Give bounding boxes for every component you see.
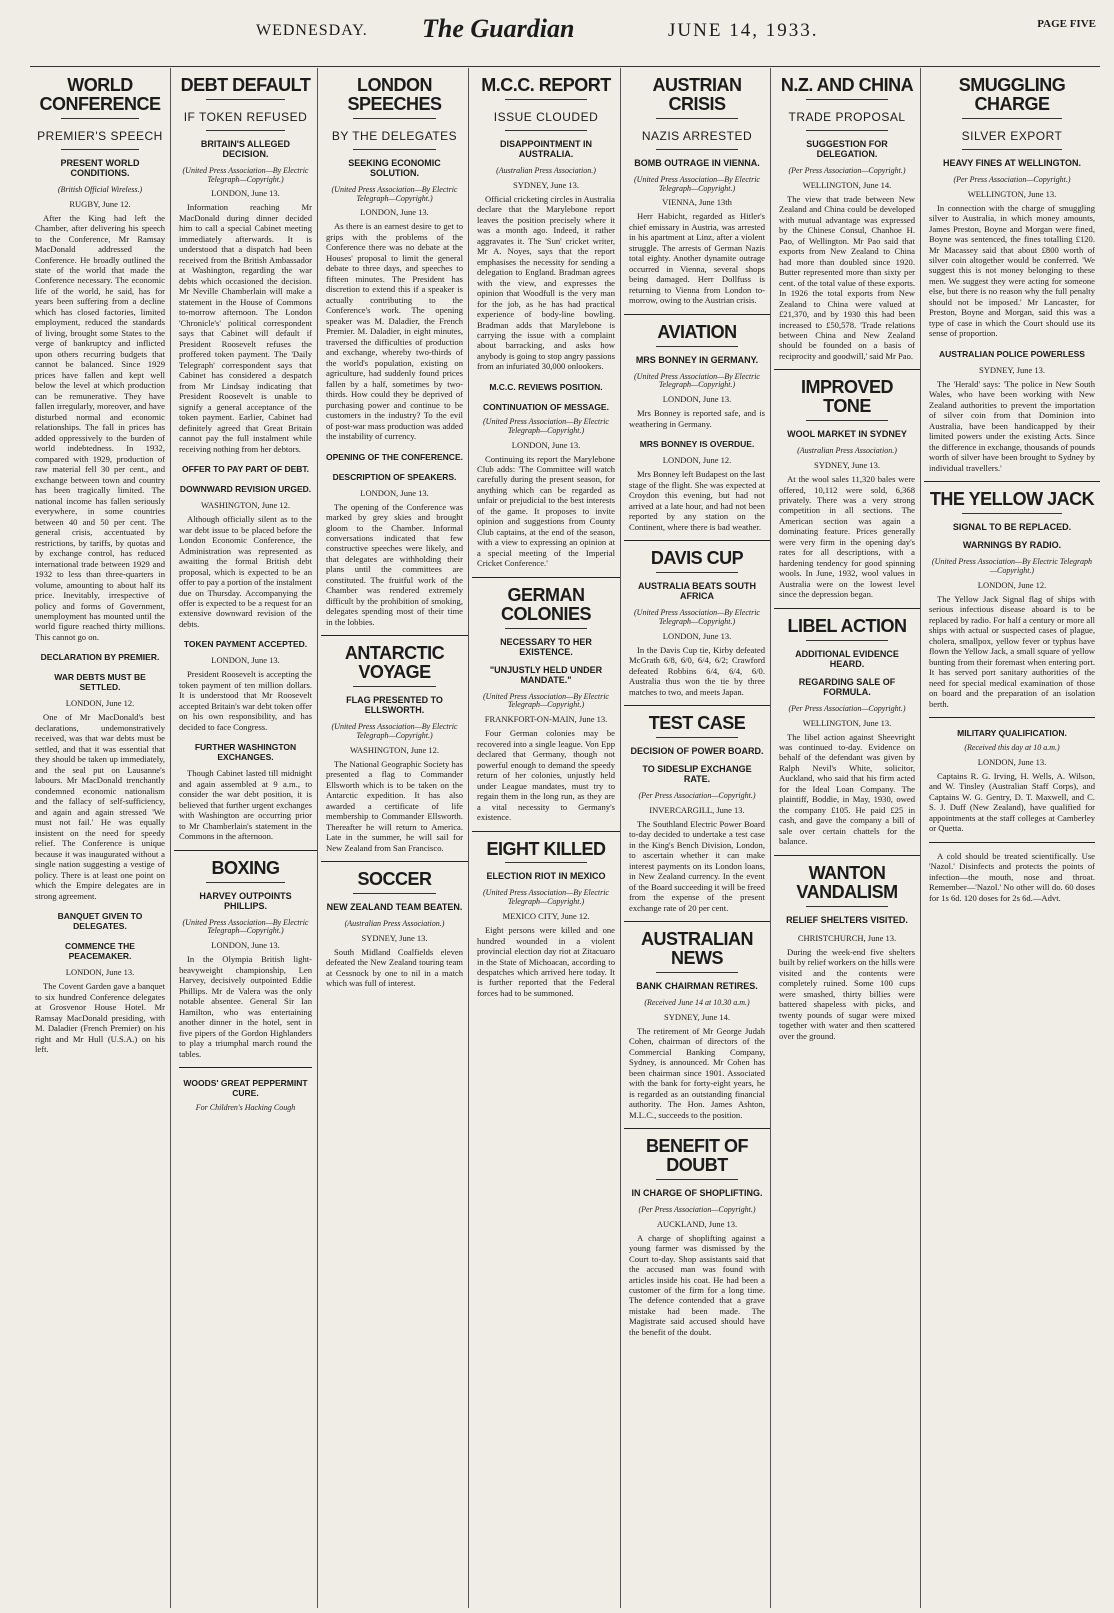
dateline: AUCKLAND, June 13.: [656, 1218, 738, 1229]
article-body: After the King had left the Chamber, after delivering his speech to the Conference, Mr Ramsay MacDonald addressed the Conference. He broadly outlined the state of the world that made the Conference necessary. The economic life of the world, he said, has for years been suffering from a decline which has closed factories, limited employment, reduced the standards of living, brought some States to the verge of bankruptcy and inflicted upon others recurring budgets that cannot be balanced. Since 1929 prices have fallen and kept well below the level at which production can be remunerative. They have fallen irregularly, moreover, and have disturbed normal and economic relationships. The fall in prices has added oppressively to the burden of world indebtedness. In 1932, compared with 1929, production of raw material fell 30 per cent., and exchange between town and country has been tragically limited. The national income has fallen seriously everywhere, in some countries between 40 and 50 per cent. The general crisis, accentuated by restrictions, by tariffs, by quotas and by exchange control, has reduced international trade between 1929 and 1932 to less than three-quarters in volume, amounting to about half its price. Inevitably, irrespective of policy and forms of Government, unemployment has mounted until the world figure reached thirty millions. This cannot go on.: [35, 212, 165, 642]
divider: [206, 99, 286, 100]
dateline: LONDON, June 12.: [977, 579, 1047, 590]
headline: EIGHT KILLED: [486, 838, 606, 859]
article-body: During the week-end five shelters built by relief workers on the hills were visited and the contents were completely ruined. Some 100 cups were smashed, thirty billies were battered shapeless with picks, and twenty pounds of sugar were mixed together with water and then scattered over the ground.: [779, 946, 915, 1041]
headline: WANTON VANDALISM: [796, 862, 898, 902]
divider: [806, 130, 888, 131]
column-4: [472, 68, 621, 1608]
subheadline: RELIEF SHELTERS VISITED.: [786, 914, 908, 925]
divider: [505, 628, 588, 629]
divider: [806, 640, 888, 641]
newspaper-columns: [30, 68, 1102, 1608]
column-1: [30, 68, 171, 1608]
headline: M.C.C. REPORT: [481, 75, 611, 95]
headline: LIBEL ACTION: [787, 615, 907, 636]
wire-source: (United Press Association—By Electric Telegraph—Copyright.): [634, 174, 760, 193]
article-body: In connection with the charge of smuggling silver to Australia, in which money amounts, James Preston, Boyne and Morgan were fined, Boyne was sentenced, the fines totalling £120. Mr Macassey said that about £800 worth of silver coin altogether would be conferred. 'We suggest this is not money belonging to these men. We suggest they were acting for someone else, but there is no reason why the full penalty should not be imposed.' Mr Lancaster, for Preston, Boyne and Morgan, said this was a type of case in which the Court should use its sense of proportion.: [929, 202, 1095, 339]
wire-source: (Australian Press Association.): [344, 918, 445, 928]
dateline: FRANKFORT-ON-MAIN, June 13.: [484, 714, 608, 725]
article-benefit-of-doubt: [629, 1137, 765, 1337]
headline: TEST CASE: [648, 713, 746, 733]
article-davis-cup: [629, 549, 765, 697]
article-test-case: [629, 714, 765, 913]
wire-source: (Per Press Association—Copyright.): [788, 165, 906, 175]
article-separator: [321, 861, 468, 862]
headline: N.Z. AND CHINA: [780, 75, 914, 95]
subheadline-secondary: WARNINGS BY RADIO.: [962, 540, 1062, 551]
section-heading: FURTHER WASHINGTON EXCHANGES.: [194, 742, 297, 763]
section-heading: TOKEN PAYMENT ACCEPTED.: [183, 639, 308, 650]
article-body: The libel action against Sheevright was continued to-day. Evidence on behalf of the defendant was given by Ralph Nevil's White, solicitor, Auckland, who said that his firm acted for the Ideal Loan Company. The plaintiff, Boddie, in May, 1930, owed the company £105. He paid £25 in cash, and gave the company a bill of sale over certain chattels for the balance.: [779, 731, 915, 847]
article-separator: [174, 850, 317, 851]
headline: AVIATION: [657, 321, 737, 342]
subheadline: NECESSARY TO HER EXISTENCE.: [500, 636, 592, 657]
headline: SOCCER: [357, 869, 432, 890]
column-5: [624, 68, 771, 1608]
subheadline: IF TOKEN REFUSED: [183, 109, 308, 124]
dateline: SYDNEY, June 14.: [664, 1011, 730, 1022]
article-body: Mrs Bonney is reported safe, and is weathering in Germany.: [629, 408, 765, 429]
subheadline: MRS BONNEY IN GERMANY.: [635, 354, 759, 365]
subheadline: AUSTRALIA BEATS SOUTH AFRICA: [638, 580, 756, 601]
article-separator: [321, 635, 468, 636]
article-body: Official cricketing circles in Australia declare that the Marylebone report leaves the position precisely where it was a month ago. Indeed, it rather aggravates it. The 'Sun' cricket writer, Mr A. Noyes, says that the report emphasises the necessity for sending a delegation to England. Bradman agrees with the view, and expresses the opinion that Woodfull is the very man for the job, as he has had practical experience of body-line bowling. Bradman adds that Marylebone is carrying the issue with a complaint about barracking, and asks how anybody is going to stop angry passions from an infuriated 30,000 onlookers.: [477, 193, 615, 372]
subheadline: ISSUE CLOUDED: [493, 109, 599, 124]
dateline: SYDNEY, June 13.: [513, 179, 579, 190]
subheadline: HARVEY OUTPOINTS PHILLIPS.: [199, 890, 292, 911]
divider: [656, 346, 738, 347]
masthead: [30, 0, 1100, 67]
section-heading: DECLARATION BY PREMIER.: [40, 652, 160, 663]
dateline: LONDON, June 13.: [511, 439, 581, 450]
dateline: VIENNA, June 13th: [662, 197, 732, 208]
article-smuggling-charge: [929, 76, 1095, 339]
dateline: WELLINGTON, June 13.: [967, 188, 1057, 199]
divider: [962, 513, 1062, 514]
article-body: Continuing its report the Marylebone Club adds: 'The Committee will watch carefully during the present season, for anything which can be regarded as unfair or prejudicial to the best interests of the game. It proposes to invite opinion and suggestions from County Club captains, at the end of the season, with a view to expressing an opinion at a special meeting of the Imperial Cricket Conference.': [477, 453, 615, 569]
article-body: The retirement of Mr George Judah Cohen, chairman of directors of the Commercial Banking Company, Sydney, is announced. Mr Cohen has been chairman since 1901. Associated with the bank for forty-eight years, he is regarded as an outstanding financial authority. The Hon. James Ashton, M.L.C., succeeds to the position.: [629, 1025, 765, 1120]
divider: [353, 686, 435, 687]
subheadline: ELECTION RIOT IN MEXICO: [486, 871, 606, 882]
article-separator: [924, 481, 1100, 482]
wire-source: (United Press Association—By Electric Telegraph—Copyright.): [931, 557, 1093, 575]
article-body: Captains R. G. Irving, H. Wells, A. Wilson, and W. Tinsley (Australian Staff Corps), and Captains W. G. Gentry, D. T. Maxwell, and C. S. J. Duff (New Zealand), have qualified for appointments at the staff colleges at Camberley or Quetta.: [929, 770, 1095, 834]
subheadline: NAZIS ARRESTED: [641, 128, 753, 143]
column-6: [774, 68, 921, 1608]
divider: [61, 149, 139, 150]
article-eight-killed: [477, 840, 615, 999]
dateline: LONDON, June 13.: [211, 655, 280, 666]
divider: [806, 906, 888, 907]
divider: [656, 972, 738, 973]
article-body: As there is an earnest desire to get to grips with the problems of the Conference there was no debate at the Houses' proposal to limit the general debate to three days, and speeches to fifteen minutes. The President has discretion to extend this if a speaker is actually contributing to the Conference's work. The opening speaker was M. Daladier, the French Premier. M. Daladier, in eight minutes, traversed the difficulties of production and exchange, whereby two-thirds of the world's population, existing on agriculture, had suddenly found prices fallen by a half, sometimes by two-thirds. How could they be deprived of purchasing power and continue to be customers in the industry? To the evil of post-war mass production was added the instability of currency.: [326, 221, 463, 442]
article-nz-and-china: [779, 76, 915, 361]
headline: THE YELLOW JACK: [929, 489, 1095, 510]
subheadline: FLAG PRESENTED TO ELLSWORTH.: [346, 695, 443, 716]
article-separator: [929, 717, 1095, 718]
wire-source: (Per Press Association—Copyright.): [788, 703, 906, 713]
article-debt-default: [179, 76, 312, 842]
headline: LONDON SPEECHES: [347, 75, 442, 114]
divider: [656, 737, 738, 738]
divider: [505, 862, 588, 863]
dateline: LONDON, June 13.: [65, 967, 135, 978]
subheadline-secondary: "UNJUSTLY HELD UNDER MANDATE.": [489, 664, 603, 685]
subheadline-secondary: BOMB OUTRAGE IN VIENNA.: [634, 157, 760, 168]
headline: ANTARCTIC VOYAGE: [344, 643, 445, 683]
article-german-colonies: [477, 586, 615, 823]
dateline: LONDON, June 13.: [211, 188, 280, 199]
article-body: The Southland Electric Power Board to-day decided to undertake a test case in the King's Bench Division, London, to ascertain whether it can make interest payments on its London loans, in New Zealand currency. In the event of the Board succeeding it will be freed from the expense of the present exchange rate of 20 per cent.: [629, 818, 765, 913]
article-body: A charge of shoplifting against a young farmer was dismissed by the Court to-day. Shop assistants said that the accused man was found with articles inside his coat. He had been a customer of the firm for a long time. The defence contended that a grave mistake had been made. The Magistrate said accused should have the benefit of the doubt.: [629, 1232, 765, 1337]
article-london-speeches: [326, 76, 463, 627]
subheadline: SILVER EXPORT: [961, 128, 1063, 143]
subheadline: TRADE PROPOSAL: [788, 109, 906, 124]
article-separator: [472, 831, 620, 832]
dateline: LONDON, June 12.: [662, 455, 732, 466]
divider: [505, 130, 588, 131]
dateline: MEXICO CITY, June 12.: [502, 911, 590, 922]
wire-source: (Per Press Association—Copyright.): [638, 1204, 756, 1214]
subheadline-secondary: SEEKING ECONOMIC SOLUTION.: [348, 157, 441, 178]
article-separator: [624, 705, 770, 706]
dateline: LONDON, June 13.: [360, 487, 429, 498]
divider: [505, 99, 588, 100]
dateline: LONDON, June 13.: [360, 207, 429, 218]
subheadline-secondary: BRITAIN'S ALLEGED DECISION.: [200, 138, 291, 159]
article-austrian-crisis: [629, 76, 765, 306]
divider: [806, 420, 888, 421]
section-heading: BANQUET GIVEN TO DELEGATES.: [57, 911, 143, 932]
dateline: CHRISTCHURCH, June 13.: [797, 932, 897, 943]
article-separator: [774, 855, 920, 856]
dateline: INVERCARGILL, June 13.: [649, 804, 745, 815]
section-heading: DESCRIPTION OF SPEAKERS.: [332, 471, 457, 482]
dateline: SYDNEY, June 13.: [361, 932, 428, 943]
article-soccer: [326, 870, 463, 989]
subheadline: NEW ZEALAND TEAM BEATEN.: [326, 901, 463, 912]
wire-source: (Received June 14 at 10.30 a.m.): [644, 997, 750, 1007]
article-body: Eight persons were killed and one hundred wounded in a violent provincial election day riot at Zitacuaro in the State of Michoacan, according to despatches which arrived here today. It is further reported that the Federal forces had to be summoned.: [477, 925, 615, 998]
subheadline-secondary: HEAVY FINES AT WELLINGTON.: [942, 157, 1081, 168]
wire-source: (United Press Association—By Electric Telegraph—Copyright.): [483, 691, 609, 710]
divider: [806, 99, 888, 100]
article-improved-tone: [779, 378, 915, 599]
dateline: WELLINGTON, June 14.: [802, 179, 892, 190]
dateline: SYDNEY, June 13.: [814, 460, 880, 471]
wire-source: (United Press Association—By Electric Telegraph—Copyright.): [331, 184, 458, 203]
article-body: One of Mr MacDonald's best declarations, undemonstratively received, was that war debts must be settled, and that it was essential that they should be taken up immediately, and the seal put on Lausanne's labours. Mr MacDonald trenchantly condemned economic nationalism and the fallacy of self-sufficiency, and again and again stressed 'We must not fail.' He was equally insistent on the need for speedy relief. The Conference is unique because it was inaugurated without a single nation suggesting a vestige of policy. There is at least one point on which the Empire delegates are in strong agreement.: [35, 712, 165, 901]
dateline: WASHINGTON, June 12.: [349, 744, 440, 755]
divider: [61, 118, 139, 119]
divider: [656, 1179, 738, 1180]
subheadline: DECISION OF POWER BOARD.: [630, 745, 764, 756]
wire-source: (United Press Association—By Electric Telegraph—Copyright.): [182, 165, 309, 184]
dateline: SYDNEY, June 13.: [979, 364, 1045, 375]
article-separator: [624, 921, 770, 922]
article-body: The opening of the Conference was marked by grey skies and brought gloom to the Chamber. Informal conversations indicated that few constructive speeches were likely, and that delegates are withholding their plans until the committees are constituted. The fruitful work of the Chamber was rendered extremely difficult by the prohibition of smoking, delegates spending most of their time in the lobbies.: [326, 501, 463, 627]
dateline: LONDON, June 13.: [977, 756, 1047, 767]
section-heading: DOWNWARD REVISION URGED.: [179, 484, 312, 495]
section-heading: M.C.C. REVIEWS POSITION.: [489, 381, 603, 392]
article-body: In the Davis Cup tie, Kirby defeated McGrath 6/8, 6/0, 6/4, 6/2; Crawford defeated Robbins 6/4, 6/4, 6/0. Australia thus won the tie by three matches to two, and meets Japan.: [629, 644, 765, 697]
wire-source: (United Press Association—By Electric Telegraph—Copyright.): [634, 371, 760, 390]
article-body: At the wool sales 11,320 bales were offered, 10,112 were sold, 6,368 privately. There was a very strong competition in all sections. The American section was again a dominating feature. Prices generally were very firm in the opening day's rates for all descriptions, with a hardening tendency for good spinning wools. In June, 1932, wool values in Australia were on the lowest level since the depression began.: [779, 474, 915, 600]
subheadline-secondary: REGARDING SALE OF FORMULA.: [798, 676, 896, 697]
wire-source: (United Press Association—By Electric Telegraph—Copyright.): [483, 416, 609, 435]
headline: GERMAN COLONIES: [500, 584, 591, 624]
subheadline-secondary: SUGGESTION FOR DELEGATION.: [806, 138, 888, 159]
headline: BENEFIT OF DOUBT: [646, 1135, 748, 1175]
advertisement-text: For Children's Hacking Cough: [195, 1103, 296, 1113]
headline: BOXING: [211, 857, 280, 878]
article-yellow-jack: [929, 490, 1095, 903]
article-separator: [624, 540, 770, 541]
subheadline-secondary: DISAPPOINTMENT IN AUSTRALIA.: [499, 138, 592, 159]
divider: [962, 118, 1062, 119]
wire-source: (Received this day at 10 a.m.): [964, 743, 1060, 753]
subheadline-secondary: TO SIDESLIP EXCHANGE RATE.: [642, 763, 752, 784]
article-separator: [624, 1128, 770, 1129]
headline: AUSTRALIAN NEWS: [641, 929, 753, 968]
dateline: LONDON, June 13.: [211, 940, 280, 951]
article-boxing: [179, 859, 312, 1113]
article-body: The view that trade between New Zealand and China could be developed with mutual advantage was expressed by the Chinese Consul, Chanhoe H. Pao, of Wellington. Mr Pao said that exports from New Zealand to China had more than doubled since 1920. Butter represented more than sixty per cent. of the total value of these exports. In 1926 the total exports from New Zealand to China were valued at £21,370, and by 1930 this had been increased to £50,578. 'Trade relations between China and New Zealand should be founded on a basis of reciprocity and goodwill,' said Mr Pao.: [779, 193, 915, 361]
article-body: Four German colonies may be recovered into a single league. Von Epp declared that Germany, though not powerful enough to demand the speedy return of her colonies, unjustly held under League mandates, must try to regain them in the long run, as they are a vital necessity to Germany's existence.: [477, 728, 615, 823]
headline: WORLD CONFERENCE: [39, 75, 161, 114]
masthead-page-number: PAGE FIVE: [1037, 18, 1096, 30]
section-heading: MRS BONNEY IS OVERDUE.: [639, 439, 755, 450]
subheadline: SIGNAL TO BE REPLACED.: [952, 522, 1072, 533]
article-world-conference: [35, 76, 165, 1055]
article-antarctic-voyage: [326, 644, 463, 853]
divider: [353, 149, 435, 150]
article-australian-news: [629, 930, 765, 1120]
article-libel-action: [779, 617, 915, 847]
article-separator: [929, 842, 1095, 843]
article-separator: [179, 1067, 312, 1068]
wire-source: (United Press Association—By Electric Telegraph—Copyright.): [182, 917, 309, 936]
article-mcc-report: [477, 76, 615, 569]
headline: AUSTRIAN CRISIS: [652, 75, 742, 114]
article-separator: [774, 369, 920, 370]
column-3: [321, 68, 469, 1608]
article-body: Although officially silent as to the war debt issue to be placed before the London Economic Conference, the Administration was represented as awaiting the formal British debt proposal, which is expected to be an offer to pay a portion of the instalment due on Thursday. Accompanying the offer is expected to be a request for an extensive downward revision of the debts.: [179, 514, 312, 629]
wire-source: (United Press Association—By Electric Telegraph—Copyright.): [331, 722, 458, 740]
article-body: The National Geographic Society has presented a flag to Commander Ellsworth which is to be taken on the Antarctic expedition. It has also awarded a certificate of life membership to Commander Ellsworth. Thereafter he will return to America. Late in the summer, he will sail for New Zealand from San Francisco.: [326, 758, 463, 853]
article-body: Herr Habicht, regarded as Hitler's chief emissary in Austria, was arrested in his apartment at Linz, after a violent struggle. The arrests of German Nazis total eighty. Another dynamite outrage occurred in Vienna, several shops being damaged. Herr Dollfuss is returning to Vienna from London to-morrow, owing to the Austrian crisis.: [629, 211, 765, 306]
article-body: In the Olympia British light-heavyweight championship, Len Harvey, decisively outpointed Eddie Phillips. Mr de Valera was the only notable absentee. General Sir Ian Hamilton, who was entertaining another dinner in the hotel, sent in five pipers of the Gordon Highlanders to play a triumphal march round the tables.: [179, 954, 312, 1059]
headline: DAVIS CUP: [650, 548, 744, 569]
masthead-date: JUNE 14, 1933.: [668, 20, 819, 41]
section-heading: WAR DEBTS MUST BE SETTLED.: [54, 672, 146, 693]
subheadline: PREMIER'S SPEECH: [37, 128, 163, 143]
divider: [353, 893, 435, 894]
masthead-paper-name: The Guardian: [422, 14, 575, 43]
article-wanton-vandalism: [779, 864, 915, 1041]
column-7: [924, 68, 1100, 1608]
headline: IMPROVED TONE: [800, 377, 893, 417]
section-heading: AUSTRALIAN POLICE POWERLESS: [939, 348, 1085, 359]
article-australian-police-powerless: [929, 349, 1095, 473]
section-heading: CONTINUATION OF MESSAGE.: [483, 401, 609, 412]
article-body: South Midland Coalfields eleven defeated the New Zealand touring team at Cessnock by one to nil in a match which was full of interest.: [326, 946, 463, 989]
section-heading: OPENING OF THE CONFERENCE.: [326, 451, 463, 462]
headline: SMUGGLING CHARGE: [958, 75, 1066, 114]
wire-source: (Per Press Association—Copyright.): [953, 174, 1071, 184]
article-separator: [774, 608, 920, 609]
subheadline: BANK CHAIRMAN RETIRES.: [636, 980, 758, 991]
article-body: Mrs Bonney left Budapest on the last stage of the flight. She was expected at Croydon this evening, but had not arrived at a late hour, and had not been reported by any station on the Continent, where there is bad weather.: [629, 469, 765, 532]
article-body: Though Cabinet lasted till midnight and again assembled at 9 a.m., to consider the war debt position, it is believed that further urgent exchanges with Washington are occurring prior to Mr Chamberlain's statement in the Commons in the afternoon.: [179, 768, 312, 842]
section-heading: COMMENCE THE PEACEMAKER.: [65, 941, 135, 962]
divider: [656, 572, 738, 573]
advertisement-text: A cold should be treated scientifically. Use 'Nazol.' Disinfects and protects the points of infection—the mouth, nose and throat. Remember—'Nazol.' No other will do. 60 doses for 1s 6d. 120 doses for 2s 6d.—Advt.: [929, 850, 1095, 903]
headline: DEBT DEFAULT: [180, 75, 311, 95]
dateline: WASHINGTON, June 12.: [200, 500, 291, 511]
article-separator: [472, 577, 620, 578]
dateline: WELLINGTON, June 13.: [802, 717, 892, 728]
divider: [656, 149, 738, 150]
section-heading: OFFER TO PAY PART OF DEBT.: [181, 464, 310, 475]
article-body: President Roosevelt is accepting the token payment of ten million dollars. It is understood that Mr Roosevelt accepted Britain's war debt token offer on his own responsibility, and has decided to face Congress.: [179, 669, 312, 732]
dateline: RUGBY, June 12.: [69, 198, 131, 209]
masthead-day: WEDNESDAY.: [256, 22, 368, 39]
column-2: [174, 68, 318, 1608]
subheadline-secondary: PRESENT WORLD CONDITIONS.: [60, 157, 140, 178]
article-separator: [624, 314, 770, 315]
divider: [656, 118, 738, 119]
advertisement-title: WOODS' GREAT PEPPERMINT CURE.: [183, 1078, 308, 1099]
divider: [353, 118, 435, 119]
subheadline: ADDITIONAL EVIDENCE HEARD.: [795, 648, 899, 669]
divider: [206, 882, 286, 883]
article-body: The 'Herald' says: 'The police in New South Wales, who have been working with New Zealand authorities to prevent the importation of silver coin from that Dominion into Australia, have been handicapped by their limited powers under the existing Acts. Since the difference in exchange, thousands of pounds worth of silver have been brought to Sydney by individual travellers.': [929, 378, 1095, 473]
wire-source: (British Official Wireless.): [57, 184, 143, 194]
subheadline: BY THE DELEGATES: [331, 128, 458, 143]
section-heading: MILITARY QUALIFICATION.: [957, 728, 1067, 739]
wire-source: (United Press Association—By Electric Telegraph—Copyright.): [634, 607, 760, 626]
article-body: Information reaching Mr MacDonald during dinner decided him to call a special Cabinet meeting immediately afterwards. It is understood that a dispatch had been received from the British Ambassador at Washington, regarding the war debts which occasioned the decision. Mr Neville Chamberlain will make a statement in the House of Commons to-morrow afternoon. The London 'Chronicle's' political correspondent says that Cabinet will default if President Roosevelt refuses the proffered token payment. The 'Daily Telegraph' correspondent says that Cabinet has considered a despatch from Mr Lindsay indicating that President Roosevelt is unable to signify a general acceptance of the token payment. Earlier, Cabinet had definitely agreed that Great Britain cannot pay the full instalment while receiving nothing from her debtors.: [179, 202, 312, 454]
dateline: LONDON, June 13.: [662, 630, 732, 641]
dateline: LONDON, June 12.: [65, 698, 135, 709]
article-aviation: [629, 323, 765, 532]
divider: [962, 149, 1062, 150]
wire-source: (Per Press Association—Copyright.): [638, 790, 756, 800]
wire-source: (Australian Press Association.): [496, 165, 596, 175]
wire-source: (Australian Press Association.): [797, 446, 897, 456]
dateline: LONDON, June 13.: [662, 394, 732, 405]
divider: [206, 130, 286, 131]
subheadline: IN CHARGE OF SHOPLIFTING.: [631, 1187, 763, 1198]
wire-source: (United Press Association—By Electric Telegraph—Copyright.): [483, 888, 609, 907]
subheadline: WOOL MARKET IN SYDNEY: [787, 429, 907, 440]
article-body: The Covent Garden gave a banquet to six hundred Conference delegates at Grosvenor House Hotel. Mr Ramsay MacDonald presiding, with M. Daladier (French Premier) on his right and Mr Hull (U.S.A.) on his left.: [35, 981, 165, 1055]
article-body: The Yellow Jack Signal flag of ships with serious infectious disease aboard is to be replaced by radio. For half a century or more all ships with actual or suspected cases of plague, cholera, smallpox, yellow fever or typhus have flown the Yellow Jack, a small square of yellow bunting from their foremast when entering port. It has served port sanitary authorities of the need for special medical examination of those on board and the preparation of an isolation berth.: [929, 593, 1095, 709]
